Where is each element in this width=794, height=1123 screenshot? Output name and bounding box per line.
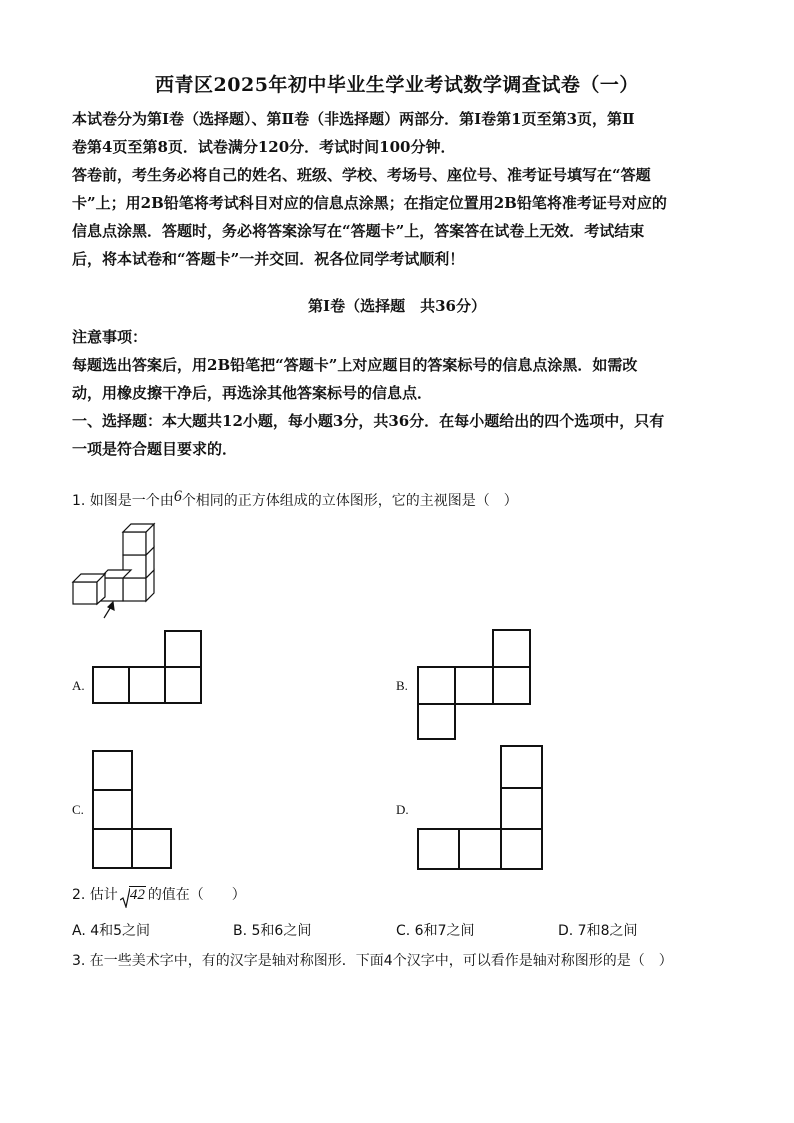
intro-line: 本试卷分为第Ⅰ卷（选择题）、第Ⅱ卷（非选择题）两部分．第Ⅰ卷第1页至第3页，第Ⅱ (72, 110, 635, 128)
section-title: 第Ⅰ卷（选择题 共36分） (308, 297, 486, 315)
q2-choice-c[interactable]: C. 6和7之间 (396, 923, 475, 939)
q2-choice-d[interactable]: D. 7和8之间 (558, 923, 638, 939)
q2-choice-b[interactable]: B. 5和6之间 (233, 923, 312, 939)
q1-option-a-label[interactable]: A. (72, 678, 85, 693)
question-1-text (72, 490, 518, 510)
notice-line: 每题选出答案后，用2B铅笔把“答题卡”上对应题目的答案标号的信息点涂黑．如需改 (72, 356, 638, 374)
intro-line: 后，将本试卷和“答题卡”一并交回．祝各位同学考试顺利！ (72, 250, 465, 268)
question-3-text: 3. 在一些美术字中，有的汉字是轴对称图形．下面4个汉字中，可以看作是轴对称图形的是（ ） (72, 953, 673, 969)
intro-line: 卡”上；用2B铅笔将考试科目对应的信息点涂黑；在指定位置用2B铅笔将准考证号对应的 (72, 194, 667, 212)
q1-option-c-figure[interactable] (91, 750, 173, 870)
page-title: 西青区2025年初中毕业生学业考试数学调查试卷（一） (155, 74, 639, 96)
cube-face (123, 532, 146, 555)
intro-line: 信息点涂黑．答题时，务必将答案涂写在“答题卡”上，答案答在试卷上无效．考试结束 (72, 222, 645, 240)
q1-number: 6 (173, 488, 182, 505)
q1-text-after: 个相同的正方体组成的立体图形，它的主视图是（ ） (181, 493, 518, 509)
q1-option-b-label[interactable]: B. (396, 678, 408, 693)
q2-radicand: 42 (129, 887, 145, 903)
question-2-text (72, 884, 246, 904)
notice-block (72, 323, 722, 463)
notice-line: 动，用橡皮擦干净后，再选涂其他答案标号的信息点． (72, 384, 433, 402)
q1-option-d-label[interactable]: D. (396, 802, 409, 817)
q1-option-a-figure[interactable] (92, 630, 204, 704)
intro-paragraph (72, 105, 722, 273)
cube-face (123, 578, 146, 601)
intro-line: 答卷前，考生务必将自己的姓名、班级、学校、考场号、座位号、准考证号填写在“答题 (72, 166, 651, 184)
q1-solid-figure (68, 520, 168, 622)
q2-text-before: 2. 估计 (72, 887, 118, 903)
q2-text-after: 的值在（ ） (147, 887, 246, 903)
q1-option-b-figure[interactable] (416, 629, 532, 741)
q1-option-c-label[interactable]: C. (72, 802, 84, 817)
q2-choice-a[interactable]: A. 4和5之间 (72, 923, 151, 939)
notice-line: 一项是符合题目要求的． (72, 440, 238, 458)
q1-option-d-figure[interactable] (416, 745, 544, 871)
notice-heading: 注意事项： (72, 328, 148, 346)
notice-line: 一、选择题：本大题共12小题，每小题3分，共36分．在每小题给出的四个选项中，只有 (72, 412, 665, 430)
sqrt-symbol (120, 887, 146, 904)
intro-line: 卷第4页至第8页．试卷满分120分．考试时间100分钟． (72, 138, 456, 156)
q1-text-before: 1. 如图是一个由 (72, 493, 174, 509)
